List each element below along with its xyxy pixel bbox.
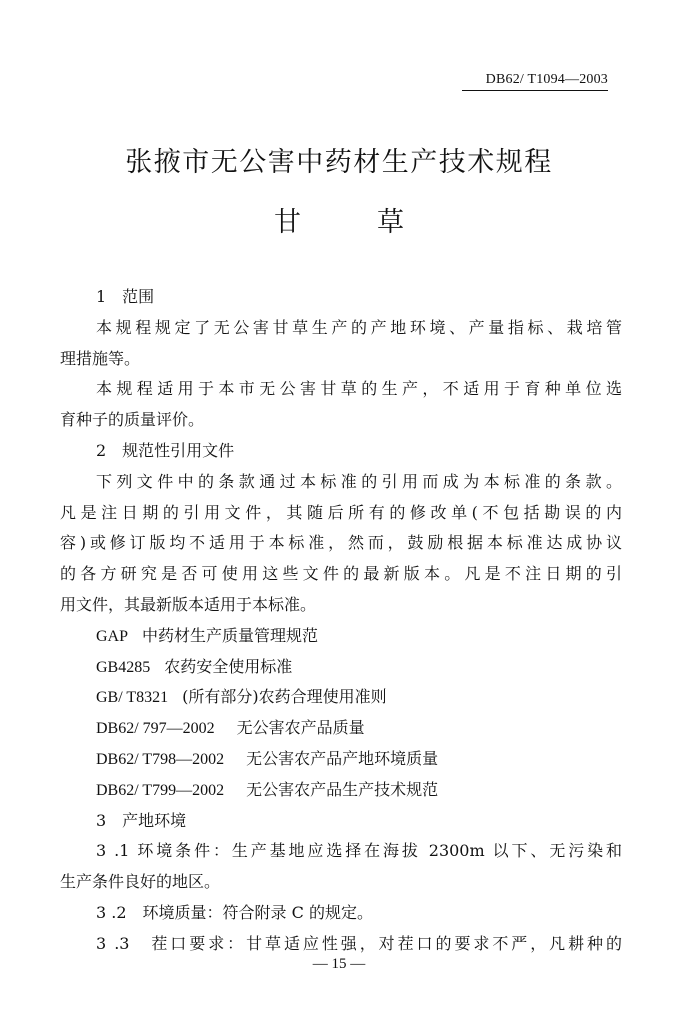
document-subtitle — [0, 200, 678, 239]
reference-code: GB/ T8321 — [96, 689, 169, 707]
document-title: 张掖市无公害中药材生产技术规程 — [125, 147, 553, 178]
reference-code: DB62/ 797—2002 — [96, 720, 215, 738]
paragraph-line: 生产条件良好的地区。 — [60, 872, 221, 892]
reference-code: GB4285 — [96, 658, 151, 676]
reference-item — [60, 682, 622, 713]
subtitle-char-2: 草 — [377, 207, 404, 238]
paragraph-line: 育种子的质量评价。 — [60, 410, 205, 430]
reference-code: DB62/ T799—2002 — [96, 781, 225, 799]
reference-title: 中药材生产质量管理规范 — [142, 625, 319, 645]
reference-code: GAP — [96, 627, 129, 645]
paragraph-line: 凡是注日期的引用文件，其随后所有的修改单(不包括勘误的内 — [60, 502, 622, 522]
section-1-heading: 1 范围 — [96, 287, 155, 306]
reference-item — [60, 652, 622, 683]
reference-title: 无公害农产品质量 — [236, 718, 365, 738]
reference-title: 无公害农产品生产技术规范 — [246, 779, 439, 799]
paragraph-line: 容)或修订版均不适用于本标准，然而，鼓励根据本标准达成协议 — [60, 533, 622, 553]
standard-code: DB62/ T1094—2003 — [462, 72, 608, 91]
paragraph-line: 下列文件中的条款通过本标准的引用而成为本标准的条款。 — [96, 471, 622, 491]
reference-item — [60, 744, 622, 775]
reference-title: 农药安全使用标准 — [164, 656, 293, 676]
reference-title: (所有部分)农药合理使用准则 — [182, 687, 387, 707]
reference-item — [60, 775, 622, 806]
reference-code: DB62/ T798—2002 — [96, 750, 225, 768]
paragraph-line: 用文件，其最新版本适用于本标准。 — [60, 594, 317, 614]
paragraph-line: 3 .2 环境质量：符合附录 C 的规定。 — [96, 902, 373, 922]
section-3-heading: 3 产地环境 — [96, 810, 187, 830]
paragraph-line: 3 .3 茬口要求：甘草适应性强，对茬口的要求不严，凡耕种的 — [96, 933, 622, 953]
reference-title: 无公害农产品产地环境质量 — [246, 748, 439, 768]
paragraph-line: 的各方研究是否可使用这些文件的最新版本。凡是不注日期的引 — [60, 564, 622, 584]
reference-item — [60, 713, 622, 744]
reference-item — [60, 621, 622, 652]
section-2-heading: 2 规范性引用文件 — [96, 440, 235, 460]
paragraph-line: 理措施等。 — [60, 348, 141, 368]
paragraph-line: 3 .1 环境条件：生产基地应选择在海拔 2300m 以下、无污染和 — [96, 841, 622, 861]
document-body — [60, 282, 622, 960]
paragraph-line: 本规程适用于本市无公害甘草的生产，不适用于育种单位选 — [96, 379, 622, 399]
page-number: — 15 — — [312, 956, 366, 972]
paragraph-line: 本规程规定了无公害甘草生产的产地环境、产量指标、栽培管 — [96, 317, 622, 337]
subtitle-char-1: 甘 — [274, 207, 301, 238]
